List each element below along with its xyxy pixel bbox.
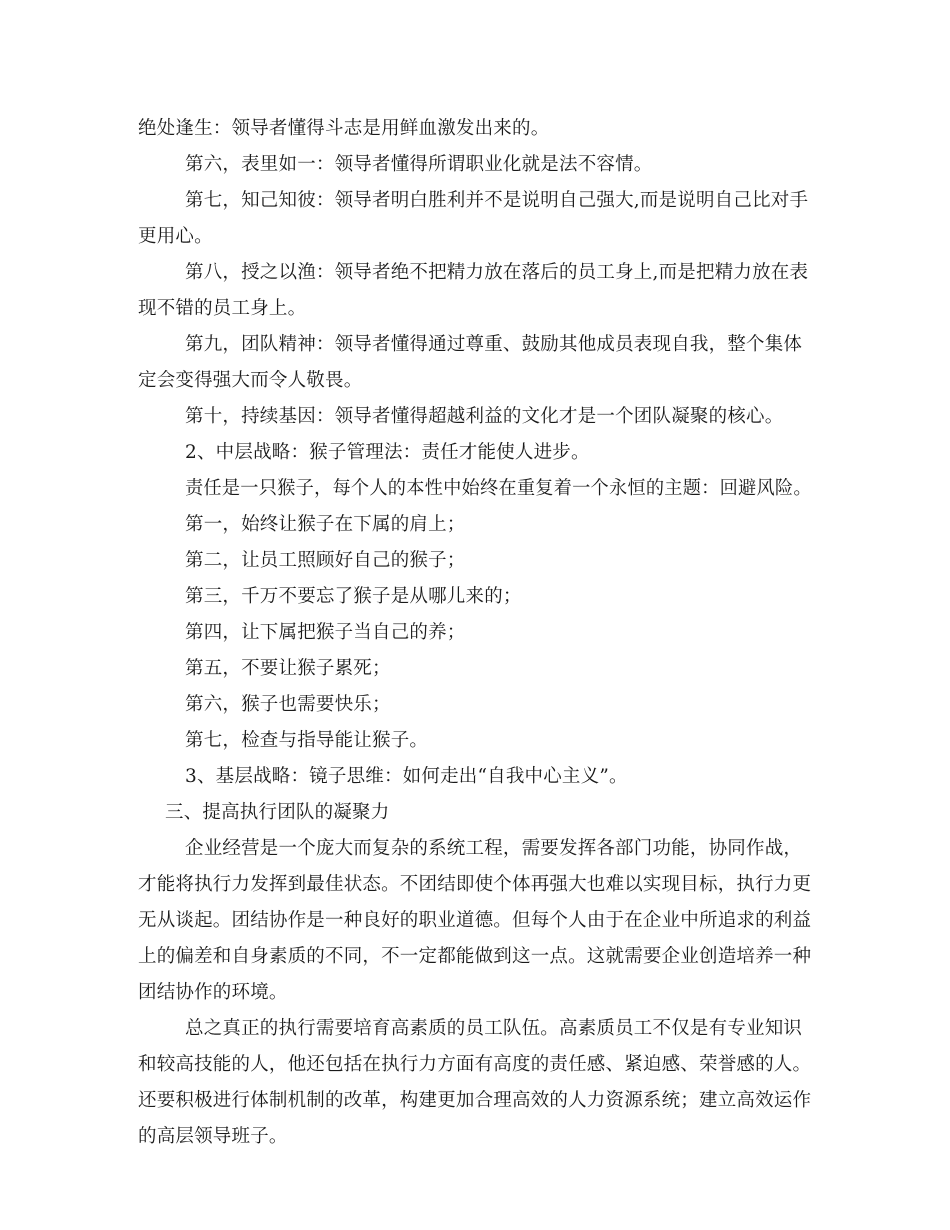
text-line: 第一，始终让猴子在下属的肩上；	[185, 514, 466, 535]
text-line: 3、基层战略：镜子思维：如何走出“自我中心主义”。	[185, 766, 628, 787]
text-line: 第八，授之以渔：领导者绝不把精力放在落后的员工身上,而是把精力放在表	[185, 262, 809, 283]
text-line: 更用心。	[138, 226, 213, 247]
text-line: 第六，表里如一：领导者懂得所谓职业化就是法不容情。	[185, 154, 653, 175]
text-line: 绝处逢生：领导者懂得斗志是用鲜血激发出来的。	[138, 118, 550, 139]
text-line: 第五，不要让猴子累死；	[185, 658, 391, 679]
text-line: 才能将执行力发挥到最佳状态。不团结即使个体再强大也难以实现目标，执行力更	[138, 874, 812, 895]
section-heading: 三、提高执行团队的凝聚力	[165, 802, 390, 823]
text-line: 责任是一只猴子，每个人的本性中始终在重复着一个永恒的主题：回避风险。	[185, 478, 812, 499]
text-line: 第七，检查与指导能让猴子。	[185, 730, 429, 751]
text-line: 现不错的员工身上。	[138, 298, 307, 319]
text-line: 第九，团队精神：领导者懂得通过尊重、鼓励其他成员表现自我，整个集体	[185, 334, 803, 355]
text-line: 无从谈起。团结协作是一种良好的职业道德。但每个人由于在企业中所追求的利益	[138, 910, 812, 931]
text-line: 第四，让下属把猴子当自己的养；	[185, 622, 466, 643]
text-line: 第三，千万不要忘了猴子是从哪儿来的；	[185, 586, 522, 607]
text-line: 上的偏差和自身素质的不同，不一定都能做到这一点。这就需要企业创造培养一种	[138, 946, 812, 967]
text-line: 2、中层战略：猴子管理法：责任才能使人进步。	[185, 442, 590, 463]
text-line: 的高层领导班子。	[138, 1126, 288, 1147]
text-line: 总之真正的执行需要培育高素质的员工队伍。高素质员工不仅是有专业知识	[185, 1018, 803, 1039]
text-line: 第十，持续基因：领导者懂得超越利益的文化才是一个团队凝聚的核心。	[185, 406, 784, 427]
text-line: 第二，让员工照顾好自己的猴子；	[185, 550, 466, 571]
text-line: 和较高技能的人，他还包括在执行力方面有高度的责任感、紧迫感、荣誉感的人。	[138, 1054, 812, 1075]
text-line: 第七，知己知彼：领导者明白胜利并不是说明自己强大,而是说明自己比对手	[185, 190, 809, 211]
text-line: 团结协作的环境。	[138, 982, 288, 1003]
text-line: 企业经营是一个庞大而复杂的系统工程，需要发挥各部门功能，协同作战，	[185, 838, 803, 859]
text-line: 还要积极进行体制机制的改革，构建更加合理高效的人力资源系统；建立高效运作	[138, 1090, 812, 1111]
text-line: 第六，猴子也需要快乐；	[185, 694, 391, 715]
text-line: 定会变得强大而令人敬畏。	[138, 370, 363, 391]
